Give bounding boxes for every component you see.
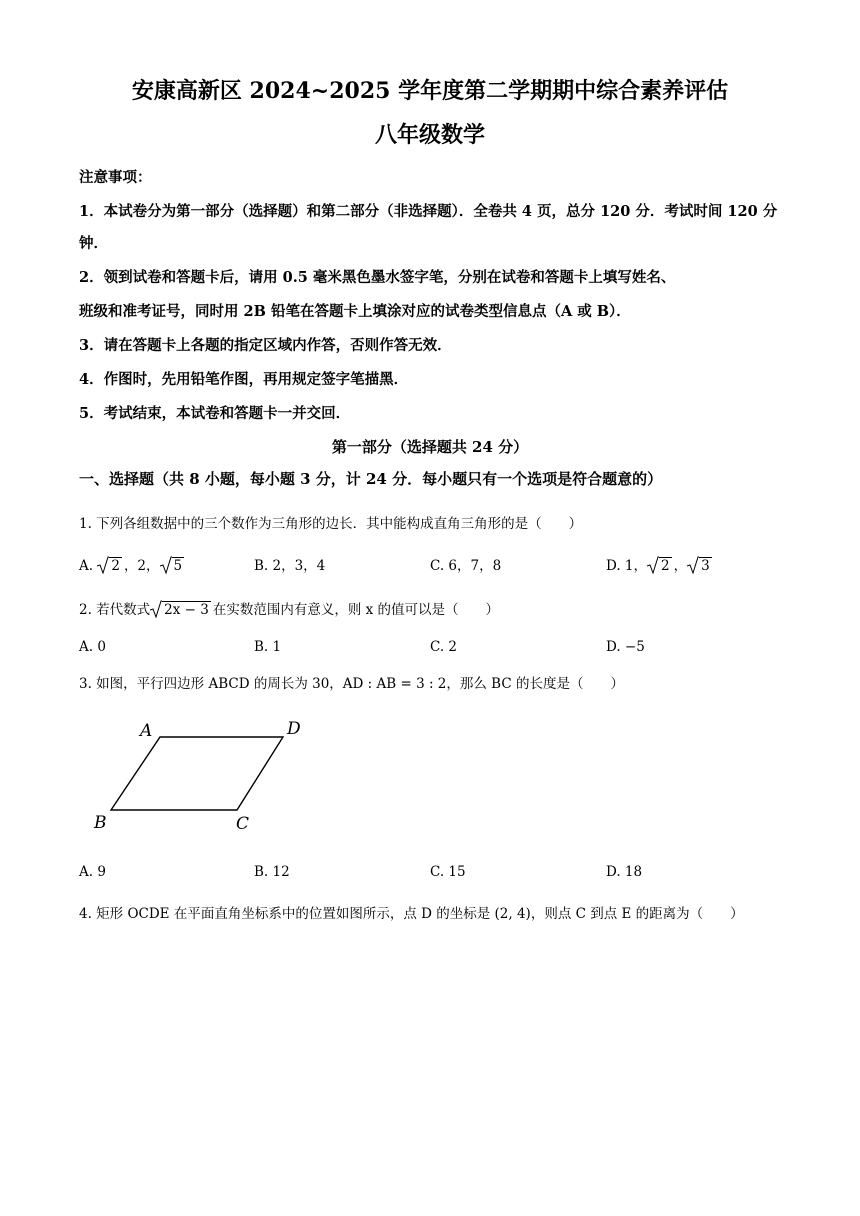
exam-title: 安康高新区 2024~2025 学年度第二学期期中综合素养评估 [131,78,729,104]
q4-stem: 4. 矩形 OCDE 在平面直角坐标系中的位置如图所示，点 D 的坐标是 (2, 4)，则点 C 到点 E 的距离为（ ） [79,906,744,922]
notice-item-4: 4．作图时，先用铅笔作图，再用规定签字笔描黑． [79,371,409,388]
q1-a-mid: ，2， [123,558,160,574]
q3-option-b: B. 12 [254,864,290,880]
q2-stem [79,598,499,618]
notice-item-1-cont: 钟． [79,235,108,252]
q1-d-mid: ， [673,558,688,574]
q1-a-prefix: A. [79,558,98,574]
q1-option-b: B. 2，3，4 [254,558,326,574]
notice-item-3: 3．请在答题卡上各题的指定区域内作答，否则作答无效． [79,337,452,354]
notice-item-1: 1．本试卷分为第一部分（选择题）和第二部分（非选择题）．全卷共 4 页，总分 120 分．考试时间 120 分 [79,203,778,220]
q2-option-d: D. −5 [606,639,645,655]
label-d: D [287,719,301,739]
q3-option-d: D. 18 [606,864,643,880]
sqrt-2x-3 [150,602,211,618]
q1-option-c: C. 6，7，8 [430,558,502,574]
q2-radicand: 2x − 3 [164,602,209,618]
label-a: A [140,721,153,741]
sqrt-2 [647,558,672,574]
q2-stem-post: 在实数范围内有意义，则 x 的值可以是（ ） [212,602,500,618]
notice-heading: 注意事项： [79,169,152,186]
notice-item-5: 5．考试结束，本试卷和答题卡一并交回． [79,405,351,422]
q1-a-radicand-2: 5 [173,558,183,574]
parallelogram-abcd [111,737,283,810]
q1-d-radicand-2: 3 [701,558,710,574]
label-b: B [94,813,107,833]
q2-option-b: B. 1 [254,639,282,655]
section-heading: 一、选择题（共 8 小题，每小题 3 分，计 24 分．每小题只有一个选项是符合题意的） [79,470,663,488]
q1-option-a [79,554,186,574]
sqrt-5 [160,558,185,574]
q3-option-c: C. 15 [430,864,466,880]
q3-option-a: A. 9 [79,864,106,880]
notice-item-2: 2．领到试卷和答题卡后，请用 0.5 毫米黑色墨水签字笔，分别在试卷和答题卡上填写姓名、 [79,269,676,286]
q1-d-prefix: D. 1， [606,558,648,574]
exam-subtitle: 八年级数学 [374,122,485,148]
parallelogram-figure [90,716,320,840]
q1-option-d [606,554,714,574]
q2-stem-pre: 2. 若代数式 [79,602,151,618]
q1-stem: 1. 下列各组数据中的三个数作为三角形的边长．其中能构成直角三角形的是（ ） [79,516,583,532]
notice-item-2-cont: 班级和准考证号，同时用 2B 铅笔在答题卡上填涂对应的试卷类型信息点（A 或 B）． [79,303,631,320]
q2-option-a: A. 0 [79,639,106,655]
sqrt-3 [687,558,712,574]
q1-a-radicand-1: 2 [111,558,120,574]
sqrt-2 [97,558,122,574]
q3-stem: 3. 如图，平行四边形 ABCD 的周长为 30，AD : AB = 3 : 2，那么 BC 的长度是（ ） [79,676,624,692]
label-c: C [236,814,250,834]
part1-title: 第一部分（选择题共 24 分） [331,438,529,456]
q2-option-c: C. 2 [430,639,458,655]
q1-d-radicand-1: 2 [661,558,670,574]
